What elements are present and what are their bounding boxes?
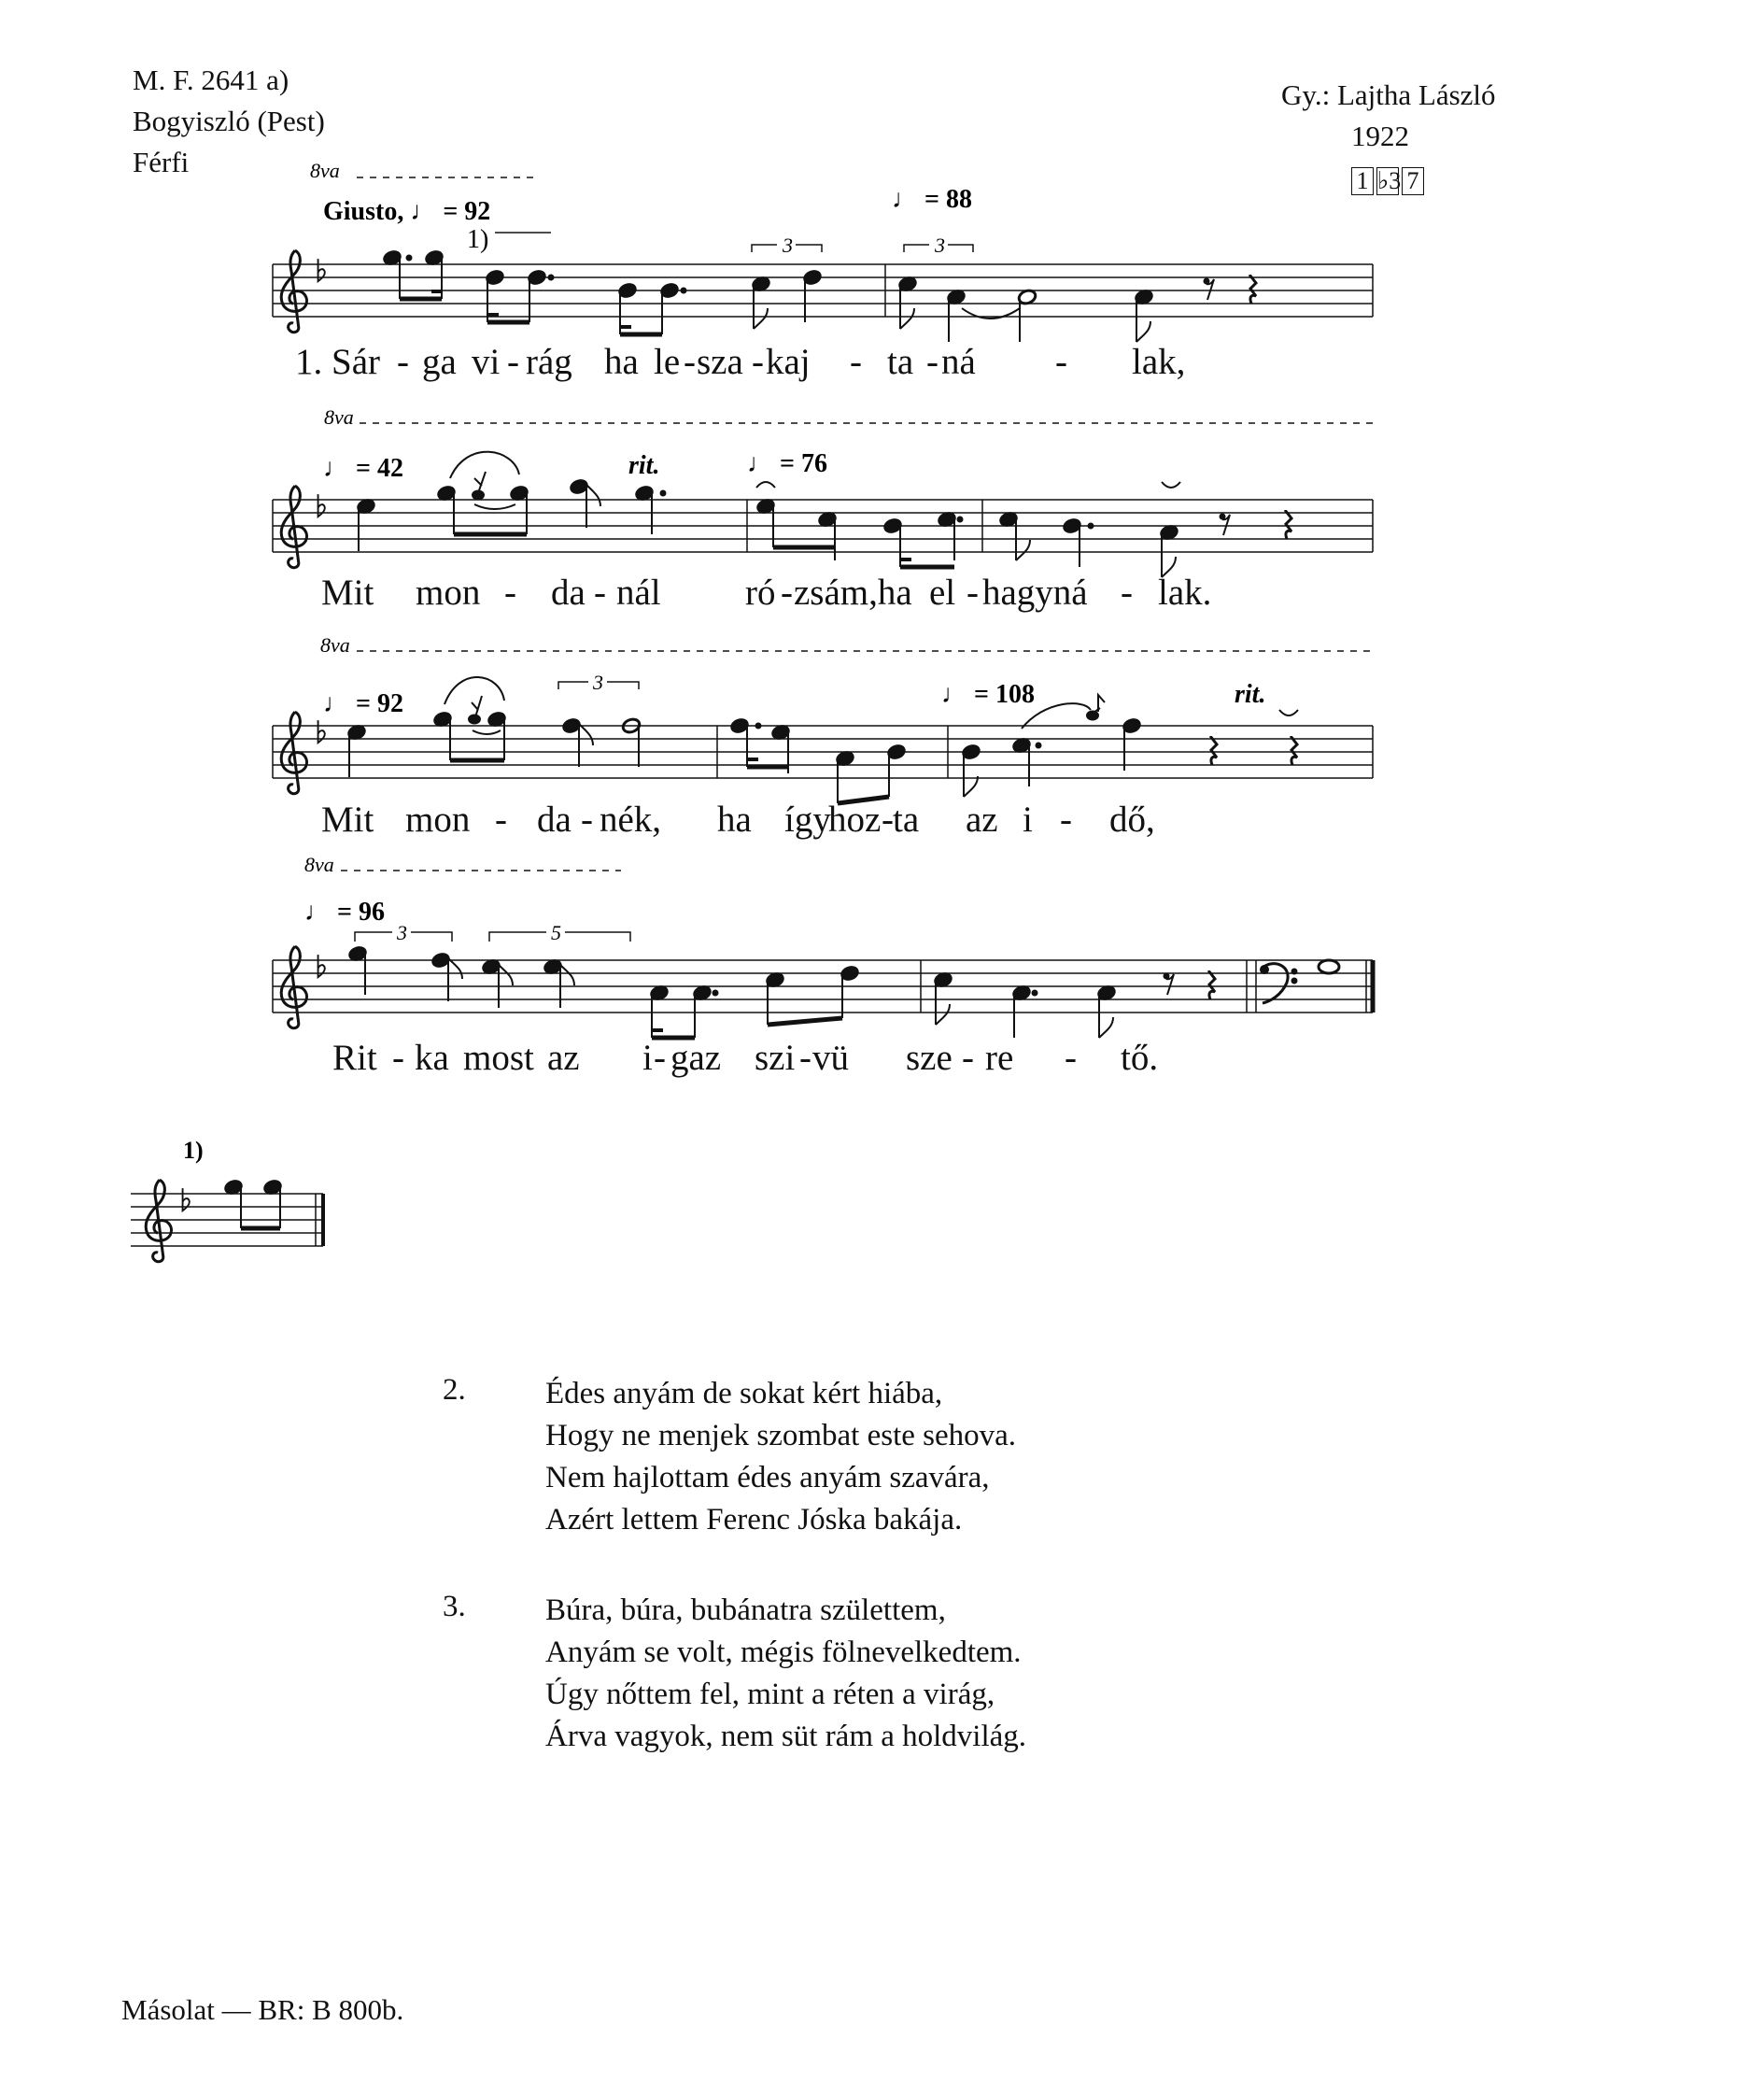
lyric-syllable: ta	[893, 800, 920, 840]
tempo-marking: Giusto, ♩ = 92	[323, 197, 491, 226]
lyric-syllable: i	[1023, 800, 1033, 840]
verse-line: Hogy ne menjek szombat este sehova.	[545, 1419, 1017, 1452]
lyric-hyphen: -	[1060, 800, 1072, 840]
lyric-hyphen: -	[850, 342, 862, 382]
lyric-hyphen: -	[397, 342, 409, 382]
lyric-syllable: ha	[604, 342, 639, 382]
ottava-mark: 8va	[320, 633, 350, 657]
lyric-hyphen: -	[799, 1038, 811, 1078]
lyric-syllable: hoz	[828, 800, 882, 840]
scale-degree-box: ♭3	[1377, 167, 1402, 194]
lyric-syllable: vü	[812, 1038, 849, 1078]
source-reference: Másolat — BR: B 800b.	[121, 1993, 404, 2026]
collection-year: 1922	[1351, 120, 1409, 152]
tempo-marking: ♩ = 96	[304, 898, 385, 927]
tuplet-number: 3	[935, 234, 945, 257]
tempo-marking: ♩ = 108	[941, 680, 1035, 709]
lyric-hyphen: -	[594, 573, 606, 613]
notes	[382, 249, 1153, 342]
lyric-syllable: vi	[472, 342, 501, 382]
system-1	[273, 159, 1373, 342]
staff-lines	[273, 726, 1373, 778]
footnote-label: 1)	[183, 1137, 204, 1164]
lyric-syllable: nál	[616, 573, 661, 613]
verse-lines	[545, 1590, 1026, 1758]
tempo-marking: ♩ = 88	[892, 185, 972, 214]
lyric-syllable: most	[463, 1038, 534, 1078]
lyric-hyphen: -	[967, 573, 979, 613]
tempo-marking: ♩ = 42	[323, 454, 403, 483]
scale-degree-box: 7	[1402, 167, 1424, 195]
lyric-syllable: sze	[906, 1038, 953, 1078]
tuplet-number: 3	[397, 921, 407, 944]
notes	[347, 945, 1339, 1038]
lyric-hyphen: -	[882, 800, 894, 840]
lyric-syllable: re	[985, 1038, 1014, 1078]
system-3	[273, 633, 1373, 803]
lyric-hyphen: -	[504, 573, 516, 613]
lyric-syllable: lak.	[1158, 573, 1212, 613]
lyric-syllable: ha	[717, 800, 752, 840]
catalog-number: M. F. 2641 a)	[133, 64, 289, 96]
lyric-syllable: kaj	[766, 342, 811, 382]
lyric-syllable: gaz	[670, 1038, 722, 1078]
ottava-mark: 8va	[310, 159, 340, 182]
ottava-mark: 8va	[304, 853, 334, 876]
lyric-hyphen: -	[752, 342, 764, 382]
lyric-hyphen: -	[1055, 342, 1067, 382]
tuplet-number: 3	[593, 671, 603, 694]
lyric-syllable: rág	[526, 342, 572, 382]
lyric-syllable: sza	[697, 342, 743, 382]
lyric-syllable: el	[929, 573, 956, 613]
lyric-syllable: lak,	[1132, 342, 1186, 382]
lyric-hyphen: -	[684, 342, 696, 382]
lyric-syllable: le	[654, 342, 681, 382]
lyric-syllable: ró	[745, 573, 776, 613]
lyric-hyphen: -	[926, 342, 938, 382]
treble-clef	[281, 250, 306, 332]
lyric-hyphen: -	[781, 573, 793, 613]
ottava-mark: 8va	[324, 405, 354, 429]
lyric-syllable: ná	[941, 342, 976, 382]
ritardando-mark: rit.	[1235, 680, 1266, 709]
lyric-syllable: Mit	[321, 573, 374, 613]
lyric-syllable: ta	[887, 342, 914, 382]
place-name: Bogyiszló (Pest)	[133, 105, 325, 137]
lyric-syllable: így	[784, 800, 831, 840]
lyric-syllable: 1. Sár	[295, 342, 380, 382]
performer: Férfi	[133, 146, 190, 178]
lyric-syllable: zsám,ha	[794, 573, 912, 613]
verse-line: Anyám se volt, mégis fölnevelkedtem.	[545, 1636, 1022, 1669]
verse-line: Édes anyám de sokat kért hiába,	[545, 1377, 943, 1410]
notes	[346, 677, 1298, 803]
collector: Gy.: Lajtha László	[1281, 78, 1496, 111]
lyric-syllable: i	[642, 1038, 653, 1078]
lyric-hyphen: -	[392, 1038, 404, 1078]
lyric-syllable: mon	[416, 573, 481, 613]
lyric-syllable: Mit	[321, 800, 374, 840]
lyric-hyphen: -	[1121, 573, 1133, 613]
verse-number: 3.	[443, 1590, 466, 1623]
ritardando-mark: rit.	[628, 451, 660, 480]
lyric-syllable: az	[966, 800, 998, 840]
lyric-hyphen: -	[654, 1038, 666, 1078]
verse-line: Azért lettem Ferenc Jóska bakája.	[545, 1503, 963, 1537]
lyric-syllable: da	[537, 800, 572, 840]
system-2	[273, 405, 1373, 577]
tempo-marking: ♩ = 92	[323, 689, 403, 718]
lyric-syllable: Rit	[332, 1038, 377, 1078]
tuplet-number: 3	[783, 234, 793, 257]
verse-number: 2.	[443, 1373, 466, 1407]
lyric-syllable: hagyná	[982, 573, 1088, 613]
lyric-syllable: szi	[755, 1038, 796, 1078]
lyric-syllable: mon	[405, 800, 471, 840]
lyric-hyphen: -	[495, 800, 507, 840]
staff-lines	[273, 960, 1373, 1013]
footnote-mark: 1)	[467, 225, 489, 254]
verse-line: Úgy nőttem fel, mint a réten a virág,	[545, 1678, 995, 1711]
verse-line: Nem hajlottam édes anyám szavára,	[545, 1461, 990, 1494]
footnote-staff	[131, 1137, 323, 1262]
lyric-syllable: az	[547, 1038, 580, 1078]
verse-line: Árva vagyok, nem süt rám a holdvilág.	[545, 1720, 1027, 1753]
lyric-hyphen: -	[581, 800, 593, 840]
lyric-hyphen: -	[962, 1038, 974, 1078]
lyric-syllable: nék,	[600, 800, 662, 840]
lyric-syllable: da	[551, 573, 586, 613]
lyric-hyphen: -	[507, 342, 519, 382]
tuplet-number: 5	[551, 921, 561, 944]
lyric-hyphen: -	[1065, 1038, 1077, 1078]
lyric-syllable: ka	[415, 1038, 449, 1078]
lyric-syllable: dő,	[1109, 800, 1155, 840]
verse-line: Búra, búra, bubánatra születtem,	[545, 1593, 946, 1627]
scale-degree-box: 1	[1351, 167, 1374, 195]
tempo-marking: ♩ = 76	[747, 449, 827, 478]
verse-lines	[545, 1373, 1016, 1541]
system-4	[273, 853, 1373, 1038]
lyric-syllable: ga	[422, 342, 457, 382]
lyric-syllable: tő.	[1121, 1038, 1159, 1078]
